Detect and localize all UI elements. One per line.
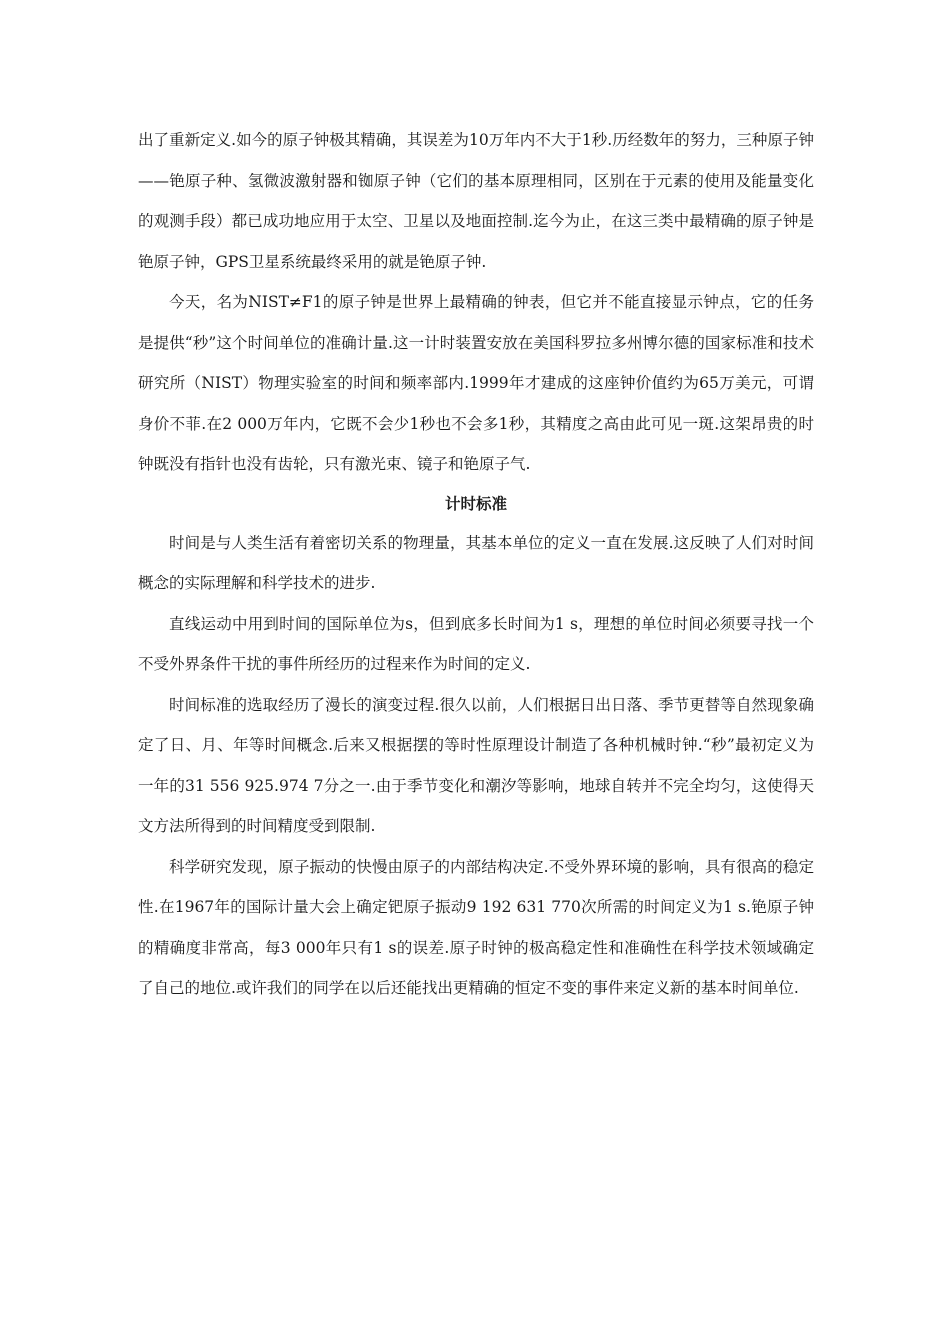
paragraph-time-standard-history: 时间标准的选取经历了漫长的演变过程.很久以前，人们根据日出日落、季节更替等自然现象确定了日、月、年等时间概念.后来又根据摆的等时性原理设计制造了各种机械时钟.“秒”最初定义为一年的31 556 925.974 7分之一.由于季节变化和潮汐等影响，地球自转并不完全均匀，这使得天文方法所得到的时间精度受到限制. [138, 695, 814, 835]
paragraph-atomic-clock: 科学研究发现，原子振动的快慢由原子的内部结构决定.不受外界环境的影响，具有很高的稳定性.在1967年的国际计量大会上确定钯原子振动9 192 631 770次所需的时间定义为1 s.铯原子钟的精确度非常高，每3 000年只有1 s的误差.原子时钟的极高稳定性和准确性在科学技术领域确定了自己的地位.或许我们的同学在以后还能找出更精确的恒定不变的事件来定义新的基本时间单位. [138, 857, 814, 997]
paragraph-nist-clock: 今天，名为NIST≠F1的原子钟是世界上最精确的钟表，但它并不能直接显示钟点，它的任务是提供“秒”这个时间单位的准确计量.这一计时装置安放在美国科罗拉多州博尔德的国家标准和技术研究所（NIST）物理实验室的时间和频率部内.1999年才建成的这座钟价值约为65万美元，可谓身价不菲.在2 000万年内，它既不会少1秒也不会多1秒，其精度之高由此可见一斑.这架昂贵的时钟既没有指针也没有齿轮，只有激光束、镜子和铯原子气. [138, 293, 814, 473]
section-title: 计时标准 [444, 494, 507, 513]
paragraph-si-unit: 直线运动中用到时间的国际单位为s，但到底多长时间为1 s，理想的单位时间必须要寻找一个不受外界条件干扰的事件所经历的过程来作为时间的定义. [138, 614, 814, 673]
paragraph-continued: 出了重新定义.如今的原子钟极其精确，其误差为10万年内不大于1秒.历经数年的努力，三种原子钟——铯原子种、氢微波激射器和铷原子钟（它们的基本原理相同，区别在于元素的使用及能量变化的观测手段）都已成功地应用于太空、卫星以及地面控制.迄今为止，在这三类中最精确的原子钟是铯原子钟，GPS卫星系统最终采用的就是铯原子钟. [138, 131, 814, 271]
document-page [138, 120, 814, 1009]
paragraph-time-intro: 时间是与人类生活有着密切关系的物理量，其基本单位的定义一直在发展.这反映了人们对时间概念的实际理解和科学技术的进步. [138, 533, 814, 592]
